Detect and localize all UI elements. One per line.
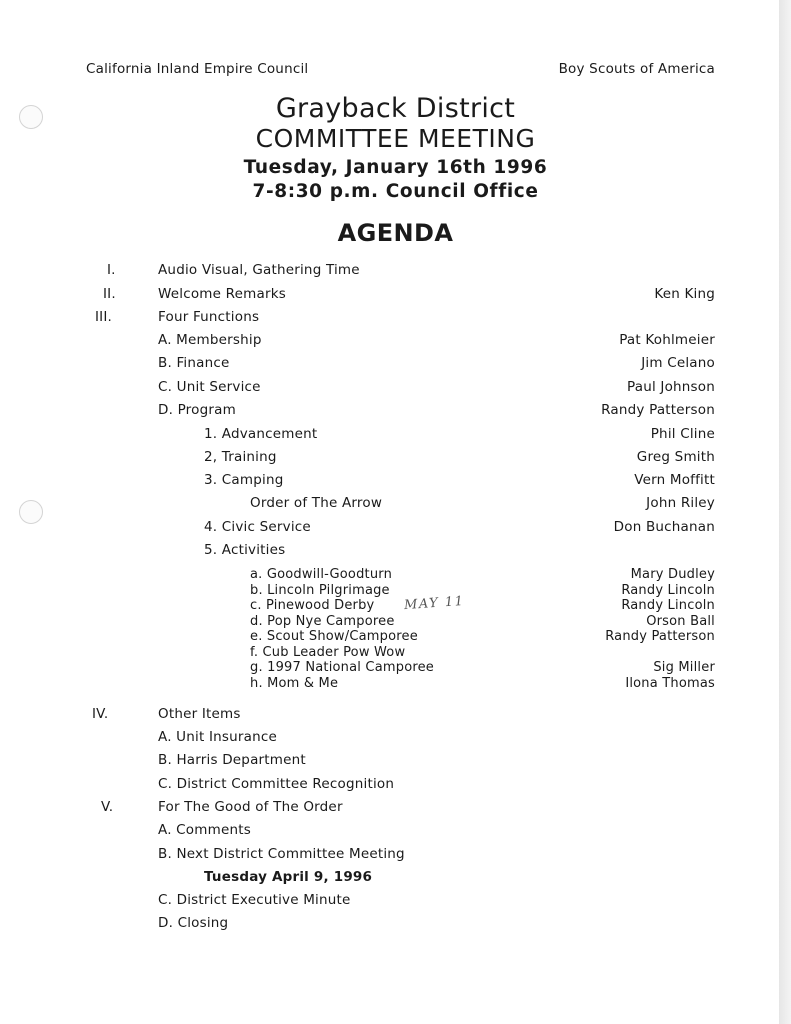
presenter-name: Don Buchanan	[613, 519, 715, 535]
presenter-name: Paul Johnson	[626, 379, 715, 395]
presenter-name: Vern Moffitt	[634, 472, 715, 488]
activity-item: h. Mom & Me	[250, 676, 339, 691]
agenda-item: A. Comments	[158, 822, 251, 838]
agenda-heading: AGENDA	[337, 219, 454, 247]
meeting-title: COMMITTEE MEETING	[255, 124, 536, 153]
presenter-name: John Riley	[646, 495, 715, 511]
section-number: IV.	[92, 706, 109, 722]
page-edge	[779, 0, 791, 1024]
agenda-item: C. Unit Service	[158, 379, 261, 395]
handwritten-note: MAY 11	[403, 593, 465, 614]
section-number: III.	[95, 309, 113, 325]
section-number: I.	[107, 262, 116, 278]
presenter-name: Ilona Thomas	[625, 676, 715, 691]
section-label: Other Items	[158, 706, 241, 722]
presenter-name: Randy Patterson	[605, 629, 715, 644]
section-label: Four Functions	[158, 309, 260, 325]
activity-item: d. Pop Nye Camporee	[250, 614, 395, 629]
activity-item: e. Scout Show/Camporee	[250, 629, 418, 644]
presenter-name: Randy Patterson	[601, 402, 715, 418]
meeting-date: Tuesday, January 16th 1996	[243, 157, 548, 178]
presenter-name: Orson Ball	[646, 614, 715, 629]
presenter-name: Jim Celano	[641, 355, 715, 371]
presenter-name: Pat Kohlmeier	[619, 332, 715, 348]
organization-name: Boy Scouts of America	[558, 61, 715, 77]
agenda-item: A. Membership	[158, 332, 262, 348]
presenter-name: Ken King	[654, 286, 715, 302]
program-item: 4. Civic Service	[204, 519, 311, 535]
program-item: 1. Advancement	[204, 426, 318, 442]
activity-item: c. Pinewood Derby	[250, 598, 375, 613]
program-item: Order of The Arrow	[250, 495, 383, 511]
section-label: For The Good of The Order	[158, 799, 343, 815]
meeting-time-location: 7-8:30 p.m. Council Office	[252, 181, 539, 202]
section-label: Audio Visual, Gathering Time	[158, 262, 360, 278]
section-label: Welcome Remarks	[158, 286, 286, 302]
agenda-item: D. Closing	[158, 915, 229, 931]
activity-item: g. 1997 National Camporee	[250, 660, 435, 675]
next-meeting-date: Tuesday April 9, 1996	[204, 869, 373, 885]
district-title: Grayback District	[275, 93, 516, 124]
section-number: V.	[101, 799, 114, 815]
agenda-item: C. District Executive Minute	[158, 892, 351, 908]
presenter-name: Mary Dudley	[630, 567, 715, 582]
binder-hole-bottom	[19, 500, 43, 524]
agenda-item: B. Next District Committee Meeting	[158, 846, 405, 862]
program-item: 3. Camping	[204, 472, 284, 488]
presenter-name: Greg Smith	[636, 449, 715, 465]
activity-item: f. Cub Leader Pow Wow	[250, 645, 406, 660]
agenda-item: D. Program	[158, 402, 236, 418]
presenter-name: Phil Cline	[650, 426, 715, 442]
program-item: 2, Training	[204, 449, 277, 465]
activity-item: a. Goodwill-Goodturn	[250, 567, 393, 582]
presenter-name: Randy Lincoln	[621, 583, 715, 598]
program-item: 5. Activities	[204, 542, 286, 558]
presenter-name: Randy Lincoln	[621, 598, 715, 613]
activity-item: b. Lincoln Pilgrimage	[250, 583, 390, 598]
presenter-name: Sig Miller	[653, 660, 715, 675]
agenda-item: A. Unit Insurance	[158, 729, 277, 745]
section-number: II.	[103, 286, 116, 302]
agenda-item: B. Finance	[158, 355, 230, 371]
council-name: California Inland Empire Council	[86, 61, 309, 77]
agenda-item: B. Harris Department	[158, 752, 306, 768]
agenda-item: C. District Committee Recognition	[158, 776, 395, 792]
